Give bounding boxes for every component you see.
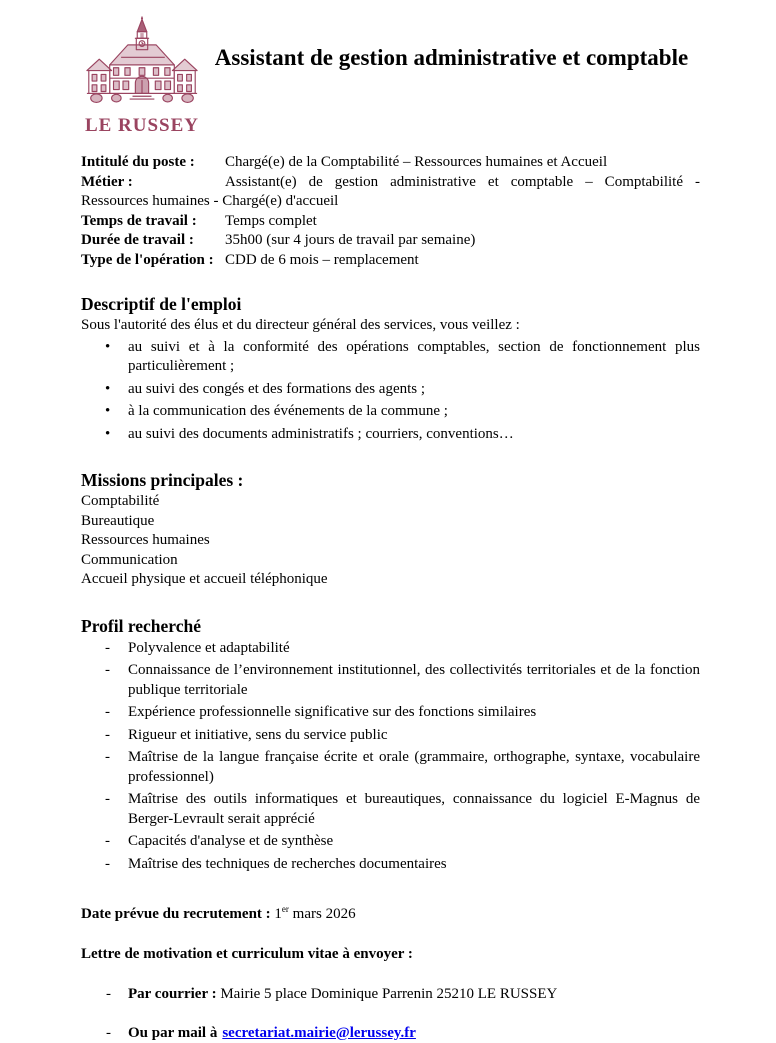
recruitment-date-day: 1 (274, 906, 282, 922)
town-hall-icon (85, 14, 199, 112)
list-item-text: à la communication des événements de la commune ; (128, 403, 448, 419)
recruitment-date-ordinal: er (282, 904, 289, 914)
send-by-email-item (81, 1024, 700, 1043)
job-details (81, 153, 700, 270)
dash-icon (105, 726, 110, 746)
dash-icon (105, 703, 110, 723)
list-item-text: Capacités d'analyse et de synthèse (128, 833, 333, 849)
detail-row-type (81, 251, 700, 271)
recruitment-date-rest: mars 2026 (289, 906, 356, 922)
list-item (81, 790, 700, 829)
descriptif-bullet-list (81, 338, 700, 445)
list-item-text: Maîtrise de la langue française écrite et orale (grammaire, orthographe, syntaxe, vocabulaire professionnel) (128, 749, 700, 785)
detail-label: Métier : (81, 173, 225, 193)
detail-value: Chargé(e) de la Comptabilité – Ressources humaines et Accueil (225, 154, 607, 170)
section-heading: Missions principales : (81, 469, 700, 491)
detail-value: 35h00 (sur 4 jours de travail par semaine) (225, 232, 475, 248)
list-item (81, 531, 700, 551)
section-heading: Profil recherché (81, 615, 700, 637)
list-item-text: au suivi et à la conformité des opérations comptables, section de fonctionnement plus particulièrement ; (128, 339, 700, 375)
list-item (81, 380, 700, 400)
recruitment-date-line (81, 905, 700, 925)
list-item-text: au suivi des documents administratifs ; courriers, conventions… (128, 426, 514, 442)
list-item (81, 402, 700, 422)
bullet-icon (105, 338, 110, 358)
detail-value: CDD de 6 mois – remplacement (225, 252, 419, 268)
list-item (81, 425, 700, 445)
section-profil (81, 615, 700, 875)
list-item-text: Connaissance de l’environnement institutionnel, des collectivités territoriales et de la fonction publique territoriale (128, 662, 700, 698)
recruitment-date-label: Date prévue du recrutement : (81, 906, 271, 922)
detail-value: Assistant(e) de gestion administrative et comptable – Comptabilité - Ressources humaines - Chargé(e) d'accueil (81, 174, 700, 210)
list-item (81, 570, 700, 590)
detail-label: Intitulé du poste : (81, 153, 225, 173)
application-heading: Lettre de motivation et curriculum vitae à envoyer : (81, 945, 700, 965)
masthead (81, 14, 700, 136)
list-item (81, 855, 700, 875)
application-options (81, 985, 700, 1043)
dash-icon (105, 855, 110, 875)
list-item-text: Expérience professionnelle significative sur des fonctions similaires (128, 704, 536, 720)
list-item-text: Bureautique (81, 513, 154, 529)
list-item-text: Accueil physique et accueil téléphonique (81, 571, 328, 587)
list-item (81, 512, 700, 532)
list-item (81, 492, 700, 512)
email-link[interactable]: secretariat.mairie@lerussey.fr (222, 1025, 416, 1041)
email-label: Ou par mail à (128, 1025, 217, 1041)
list-item-text: Maîtrise des outils informatiques et bureautiques, connaissance du logiciel E-Magnus de Berger-Levrault serait apprécié (128, 791, 700, 827)
list-item (81, 639, 700, 659)
section-lead: Sous l'autorité des élus et du directeur général des services, vous veillez : (81, 316, 700, 336)
list-item (81, 703, 700, 723)
dash-icon (105, 790, 110, 810)
list-item (81, 748, 700, 787)
detail-value: Temps complet (225, 213, 317, 229)
logo-org-name: LE RUSSEY (81, 115, 203, 136)
list-item-text: Polyvalence et adaptabilité (128, 640, 290, 656)
send-by-post-item (81, 985, 700, 1005)
bullet-icon (105, 402, 110, 422)
list-item (81, 661, 700, 700)
profil-bullet-list (81, 639, 700, 875)
list-item-text: Ressources humaines (81, 532, 210, 548)
list-item-text: Maîtrise des techniques de recherches documentaires (128, 856, 447, 872)
le-russey-logo (81, 14, 203, 136)
list-item-text: Communication (81, 552, 178, 568)
page-title: Assistant de gestion administrative et comptable (212, 42, 692, 73)
section-heading: Descriptif de l'emploi (81, 293, 700, 315)
detail-label: Type de l'opération : (81, 251, 225, 271)
dash-icon (105, 832, 110, 852)
dash-icon (105, 661, 110, 681)
detail-row-intitule (81, 153, 700, 173)
bullet-icon (105, 380, 110, 400)
dash-icon (106, 1024, 111, 1043)
list-item-text: Rigueur et initiative, sens du service public (128, 727, 388, 743)
dash-icon (105, 639, 110, 659)
detail-row-metier (81, 173, 700, 212)
list-item (81, 338, 700, 377)
detail-row-duree (81, 231, 700, 251)
list-item-text: au suivi des congés et des formations des agents ; (128, 381, 425, 397)
list-item-text: Comptabilité (81, 493, 159, 509)
list-item (81, 832, 700, 852)
post-label: Par courrier : (128, 986, 217, 1002)
dash-icon (105, 748, 110, 768)
detail-label: Durée de travail : (81, 231, 225, 251)
dash-icon (106, 985, 111, 1005)
detail-label: Temps de travail : (81, 212, 225, 232)
detail-row-temps (81, 212, 700, 232)
list-item (81, 551, 700, 571)
section-descriptif (81, 293, 700, 444)
title-block (203, 14, 700, 73)
post-value: Mairie 5 place Dominique Parrenin 25210 LE RUSSEY (220, 986, 557, 1002)
list-item (81, 726, 700, 746)
section-missions (81, 469, 700, 590)
missions-list (81, 492, 700, 590)
bullet-icon (105, 425, 110, 445)
